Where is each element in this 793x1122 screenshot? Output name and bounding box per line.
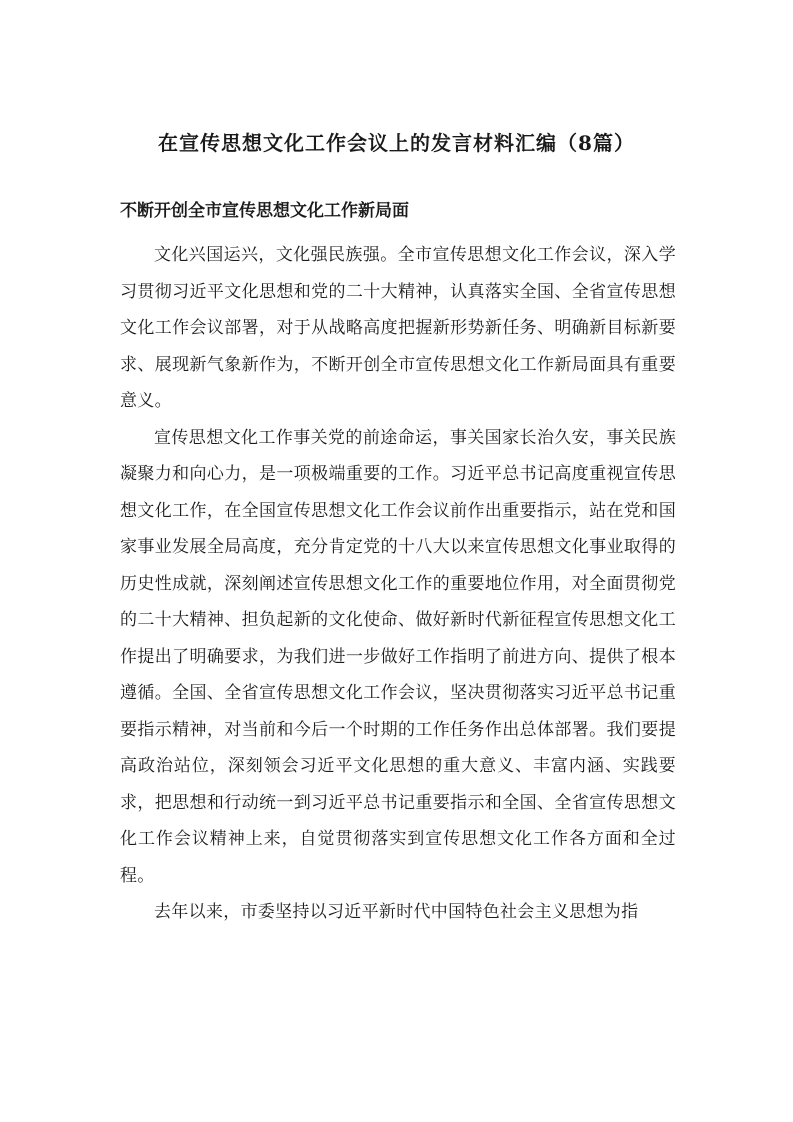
document-body [120, 237, 676, 931]
section-heading: 不断开创全市宣传思想文化工作新局面 [120, 201, 409, 221]
paragraph-2: 宣传思想文化工作事关党的前途命运，事关国家长治久安，事关民族凝聚力和向心力，是一项极端重要的工作。习近平总书记高度重视宣传思想文化工作，在全国宣传思想文化工作会议前作出重要指示，站在党和国家事业发展全局高度，充分肯定党的十八大以来宣传思想文化事业取得的历史性成就，深刻阐述宣传思想文化工作的重要地位作用，对全面贯彻党的二十大精神、担负起新的文化使命、做好新时代新征程宣传思想文化工作提出了明确要求，为我们进一步做好工作指明了前进方向、提供了根本遵循。全国、全省宣传思想文化工作会议，坚决贯彻落实习近平总书记重要指示精神，对当前和今后一个时期的工作任务作出总体部署。我们要提高政治站位，深刻领会习近平文化思想的重大意义、丰富内涵、实践要求，把思想和行动统一到习近平总书记重要指示和全国、全省宣传思想文化工作会议精神上来，自觉贯彻落实到宣传思想文化工作各方面和全过程。 [120, 427, 676, 886]
paragraph-3: 去年以来，市委坚持以习近平新时代中国特色社会主义思想为指 [154, 902, 639, 922]
paragraph-1: 文化兴国运兴，文化强民族强。全市宣传思想文化工作会议，深入学习贯彻习近平文化思想和党的二十大精神，认真落实全国、全省宣传思想文化工作会议部署，对于从战略高度把握新形势新任务、明确新目标新要求、展现新气象新作为，不断开创全市宣传思想文化工作新局面具有重要意义。 [120, 245, 676, 411]
document-title: 在宣传思想文化工作会议上的发言材料汇编（8篇） [158, 131, 635, 155]
